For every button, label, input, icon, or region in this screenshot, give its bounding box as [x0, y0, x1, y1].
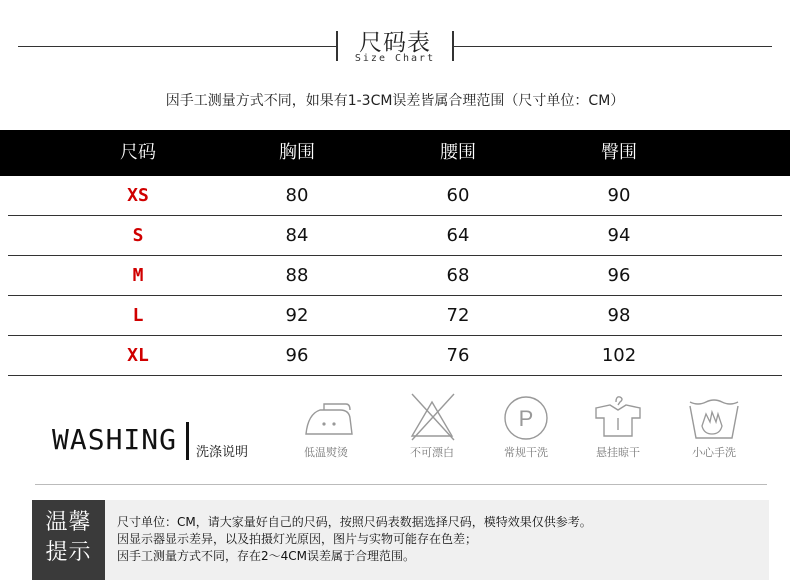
hip-value: 96 [607, 265, 631, 286]
care-label: 不可漂白 [410, 446, 454, 459]
measurement-note: 因手工测量方式不同，如果有1-3CM误差皆属合理范围（尺寸单位：CM） [165, 93, 625, 109]
table-header [0, 130, 790, 176]
care-item-hang-dry [578, 392, 658, 460]
hip-value: 90 [607, 185, 631, 206]
table-row [8, 216, 782, 256]
column-header-chest: 胸围 [279, 142, 315, 163]
chest-value: 84 [285, 225, 309, 246]
waist-value: 72 [446, 305, 470, 326]
table-row [8, 336, 782, 376]
care-item-iron [286, 392, 366, 460]
waist-value: 76 [446, 345, 470, 366]
svg-text:P: P [518, 406, 534, 431]
tip-line: 因显示器显示差异，以及拍摄灯光原因，图片与实物可能存在色差； [117, 532, 478, 546]
size-label: S [132, 225, 144, 246]
column-header-size: 尺码 [120, 142, 156, 163]
page-title: 尺码表 [359, 30, 431, 56]
washing-title: WASHING [52, 423, 178, 456]
care-label: 悬挂晾干 [596, 446, 640, 459]
tip-line: 尺寸单位：CM，请大家量好自己的尺码，按照尺码表数据选择尺码，模特效果仅供参考。 [117, 515, 592, 529]
size-label: XL [127, 345, 149, 366]
header-rule-left [18, 46, 336, 47]
table-row [8, 296, 782, 336]
care-label: 常规干洗 [504, 446, 548, 459]
column-header-hip: 臀围 [601, 142, 637, 163]
waist-value: 60 [446, 185, 470, 206]
care-label: 小心手洗 [692, 446, 736, 459]
chest-value: 92 [285, 305, 309, 326]
tips-heading-line1: 温馨 [45, 510, 92, 535]
waist-value: 64 [446, 225, 470, 246]
column-header-waist: 腰围 [440, 142, 476, 163]
care-label: 低温熨烫 [304, 446, 348, 459]
size-label: M [132, 265, 144, 286]
care-item-no-bleach [392, 392, 472, 460]
size-table [0, 130, 790, 376]
hand-wash-icon [682, 392, 746, 442]
no-bleach-icon [400, 392, 464, 442]
care-item-dry-clean [486, 392, 566, 460]
washing-divider-bar [186, 422, 189, 460]
hang-dry-icon [586, 392, 650, 442]
page-subtitle: Size Chart [354, 53, 436, 64]
table-row [8, 176, 782, 216]
tips-content [105, 500, 769, 580]
hip-value: 98 [607, 305, 631, 326]
care-item-hand-wash [674, 392, 754, 460]
tips-heading [32, 500, 105, 580]
iron-icon [294, 392, 358, 442]
table-row [8, 256, 782, 296]
header-rule-right [454, 46, 772, 47]
size-label: XS [127, 185, 149, 206]
chest-value: 96 [285, 345, 309, 366]
hip-value: 102 [601, 345, 637, 366]
waist-value: 68 [446, 265, 470, 286]
tips-heading-line2: 提示 [45, 540, 92, 565]
chest-value: 88 [285, 265, 309, 286]
dry-clean-p-icon [494, 392, 558, 442]
size-label: L [132, 305, 144, 326]
washing-subtitle: 洗涤说明 [196, 445, 249, 460]
tip-line: 因手工测量方式不同，存在2～4CM误差属于合理范围。 [117, 549, 416, 563]
chest-value: 80 [285, 185, 309, 206]
hip-value: 94 [607, 225, 631, 246]
section-divider [35, 484, 767, 485]
